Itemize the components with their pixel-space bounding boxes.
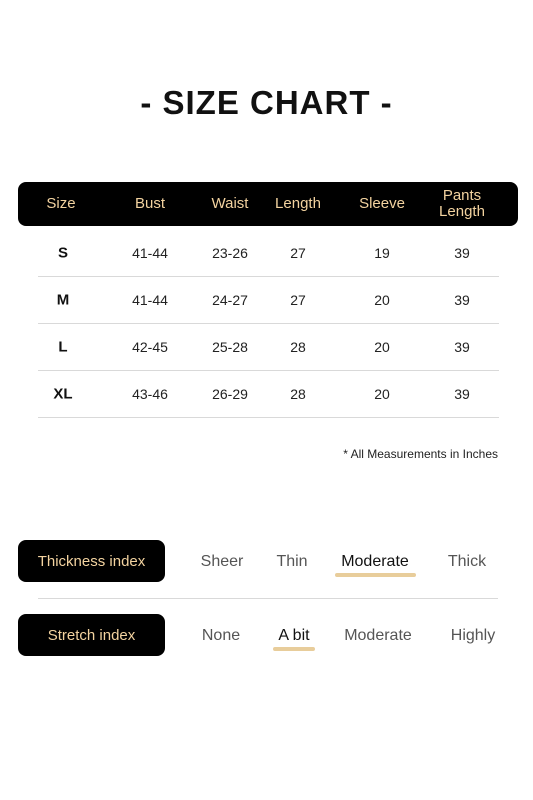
thickness-option-moderate[interactable]: Moderate	[341, 553, 409, 570]
cell-pants-length: 39	[454, 339, 470, 355]
stretch-option-moderate[interactable]: Moderate	[344, 627, 412, 644]
cell-length: 27	[290, 292, 306, 308]
cell-sleeve: 19	[374, 245, 390, 261]
cell-size: M	[56, 291, 70, 309]
thickness-selected-underline	[335, 573, 416, 577]
stretch-index-row	[18, 614, 498, 658]
cell-bust: 42-45	[132, 339, 168, 355]
header-sleeve: Sleeve	[359, 195, 405, 212]
cell-length: 27	[290, 245, 306, 261]
table-row	[38, 230, 499, 277]
cell-waist: 26-29	[212, 386, 248, 402]
cell-size: XL	[53, 385, 73, 403]
header-pants-length: Pants Length	[439, 187, 485, 220]
size-table	[38, 230, 499, 418]
table-header	[18, 182, 518, 226]
thickness-index-row	[18, 540, 498, 584]
header-length: Length	[275, 195, 321, 212]
cell-bust: 41-44	[132, 292, 168, 308]
cell-pants-length: 39	[454, 292, 470, 308]
stretch-option-a-bit[interactable]: A bit	[278, 627, 310, 644]
thickness-option-thin[interactable]: Thin	[276, 553, 308, 570]
cell-waist: 23-26	[212, 245, 248, 261]
section-divider	[38, 598, 498, 599]
stretch-index-label: Stretch index	[18, 614, 165, 656]
cell-pants-length: 39	[454, 386, 470, 402]
cell-bust: 43-46	[132, 386, 168, 402]
header-size: Size	[46, 195, 76, 212]
cell-bust: 41-44	[132, 245, 168, 261]
cell-sleeve: 20	[374, 292, 390, 308]
cell-waist: 24-27	[212, 292, 248, 308]
header-waist: Waist	[211, 195, 249, 212]
cell-size: L	[58, 338, 68, 356]
stretch-option-none[interactable]: None	[201, 627, 241, 644]
thickness-index-label: Thickness index	[18, 540, 165, 582]
table-row	[38, 277, 499, 324]
thickness-option-thick[interactable]: Thick	[447, 553, 487, 570]
thickness-option-sheer[interactable]: Sheer	[200, 553, 244, 570]
cell-sleeve: 20	[374, 386, 390, 402]
page-title: - SIZE CHART -	[140, 84, 393, 121]
stretch-selected-underline	[273, 647, 315, 651]
cell-length: 28	[290, 339, 306, 355]
header-bust: Bust	[134, 195, 166, 212]
cell-length: 28	[290, 386, 306, 402]
cell-waist: 25-28	[212, 339, 248, 355]
measurement-note: * All Measurements in Inches	[343, 447, 498, 461]
cell-sleeve: 20	[374, 339, 390, 355]
cell-pants-length: 39	[454, 245, 470, 261]
table-row	[38, 371, 499, 418]
table-row	[38, 324, 499, 371]
stretch-option-highly[interactable]: Highly	[450, 627, 496, 644]
cell-size: S	[57, 244, 69, 262]
